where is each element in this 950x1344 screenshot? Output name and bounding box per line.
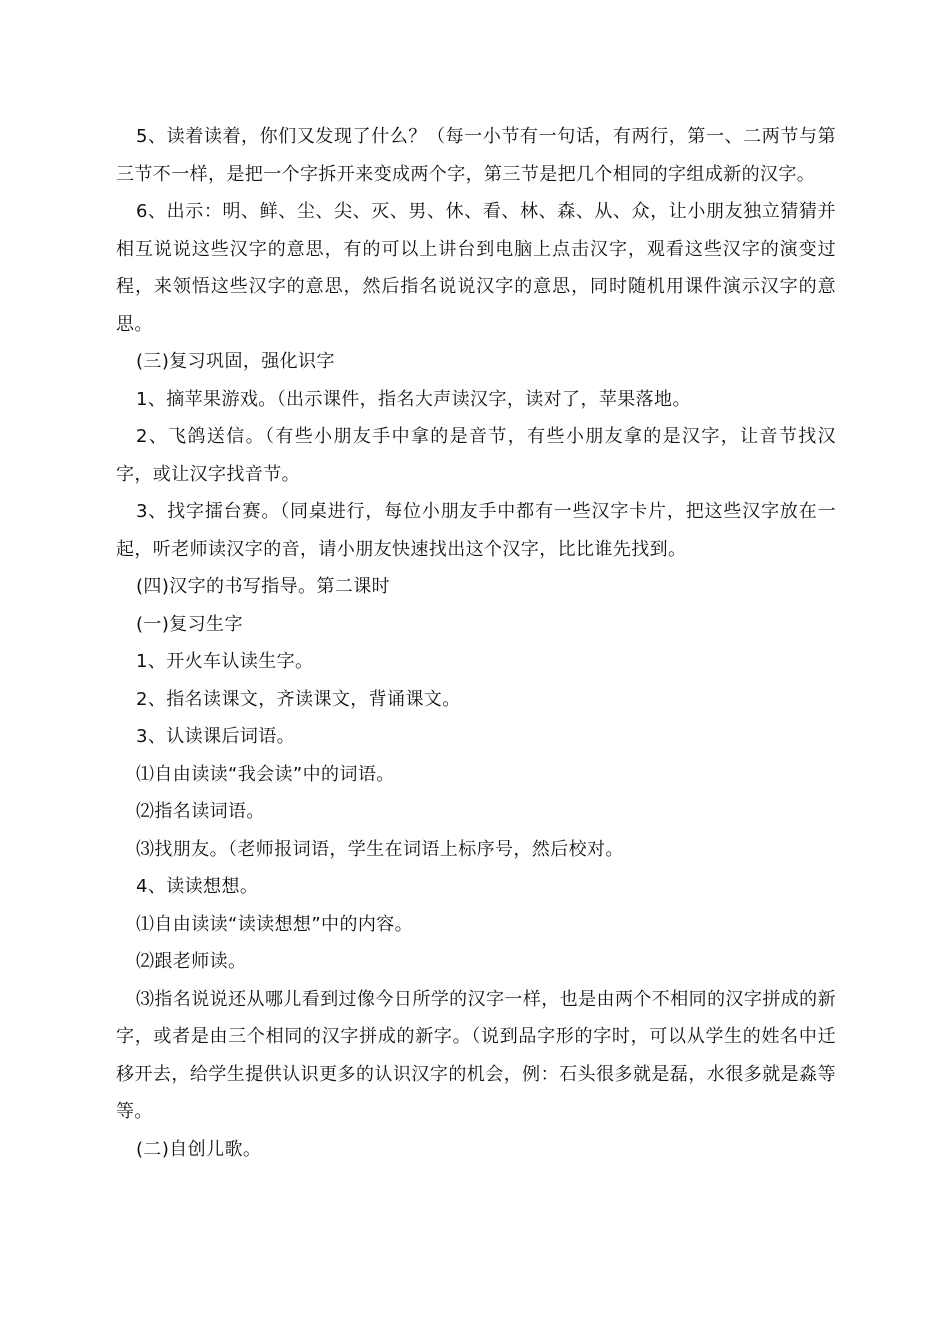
section-heading: (一)复习生字 (136, 613, 243, 635)
paragraph: 1、开火车认读生字。 (136, 651, 314, 672)
document-body (116, 118, 836, 1168)
list-item: ⑵跟老师读。 (136, 951, 247, 972)
list-item: ⑴自由读读“读读想想”中的内容。 (136, 913, 414, 935)
section-heading: (二)自创儿歌。 (136, 1138, 262, 1160)
paragraph: 2、指名读课文，齐读课文，背诵课文。 (136, 688, 461, 710)
paragraph: 4、读读想想。 (136, 876, 259, 897)
list-item: ⑶指名说说还从哪儿看到过像今日所学的汉字一样，也是由两个不相同的汉字拼成的新字，或者是由三个相同的汉字拼成的新字。（说到品字形的字时，可以从学生的姓名中迁移开去，给学生提供认识更多的认识汉字的机会，例：石头很多就是磊，水很多就是淼等等。 (116, 988, 836, 1122)
section-heading: (四)汉字的书写指导。第二课时 (136, 576, 391, 597)
paragraph: 3、认读课后词语。 (136, 726, 296, 747)
list-item: ⑴自由读读“我会读”中的词语。 (136, 763, 395, 785)
section-heading: (三)复习巩固，强化识字 (136, 351, 335, 372)
paragraph: 1、摘苹果游戏。（出示课件，指名大声读汉字，读对了，苹果落地。 (136, 388, 691, 410)
paragraph: 3、找字擂台赛。（同桌进行，每位小朋友手中都有一些汉字卡片，把这些汉字放在一起，听老师读汉字的音，请小朋友快速找出这个汉字，比比谁先找到。 (116, 501, 836, 560)
paragraph: 6、出示：明、鲜、尘、尖、灭、男、休、看、林、森、从、众，让小朋友独立猜猜并相互说说这些汉字的意思，有的可以上讲台到电脑上点击汉字，观看这些汉字的演变过程，来领悟这些汉字的意思，然后指名说说汉字的意思，同时随机用课件演示汉字的意思。 (116, 201, 836, 335)
list-item: ⑵指名读词语。 (136, 801, 265, 822)
paragraph: 2、飞鸽送信。（有些小朋友手中拿的是音节，有些小朋友拿的是汉字，让音节找汉字，或让汉字找音节。 (116, 426, 836, 485)
paragraph: 5、读着读着，你们又发现了什么？（每一小节有一句话，有两行，第一、二两节与第三节不一样，是把一个字拆开来变成两个字，第三节是把几个相同的字组成新的汉字。 (116, 126, 836, 185)
list-item: ⑶找朋友。（老师报词语，学生在词语上标序号，然后校对。 (136, 838, 624, 860)
